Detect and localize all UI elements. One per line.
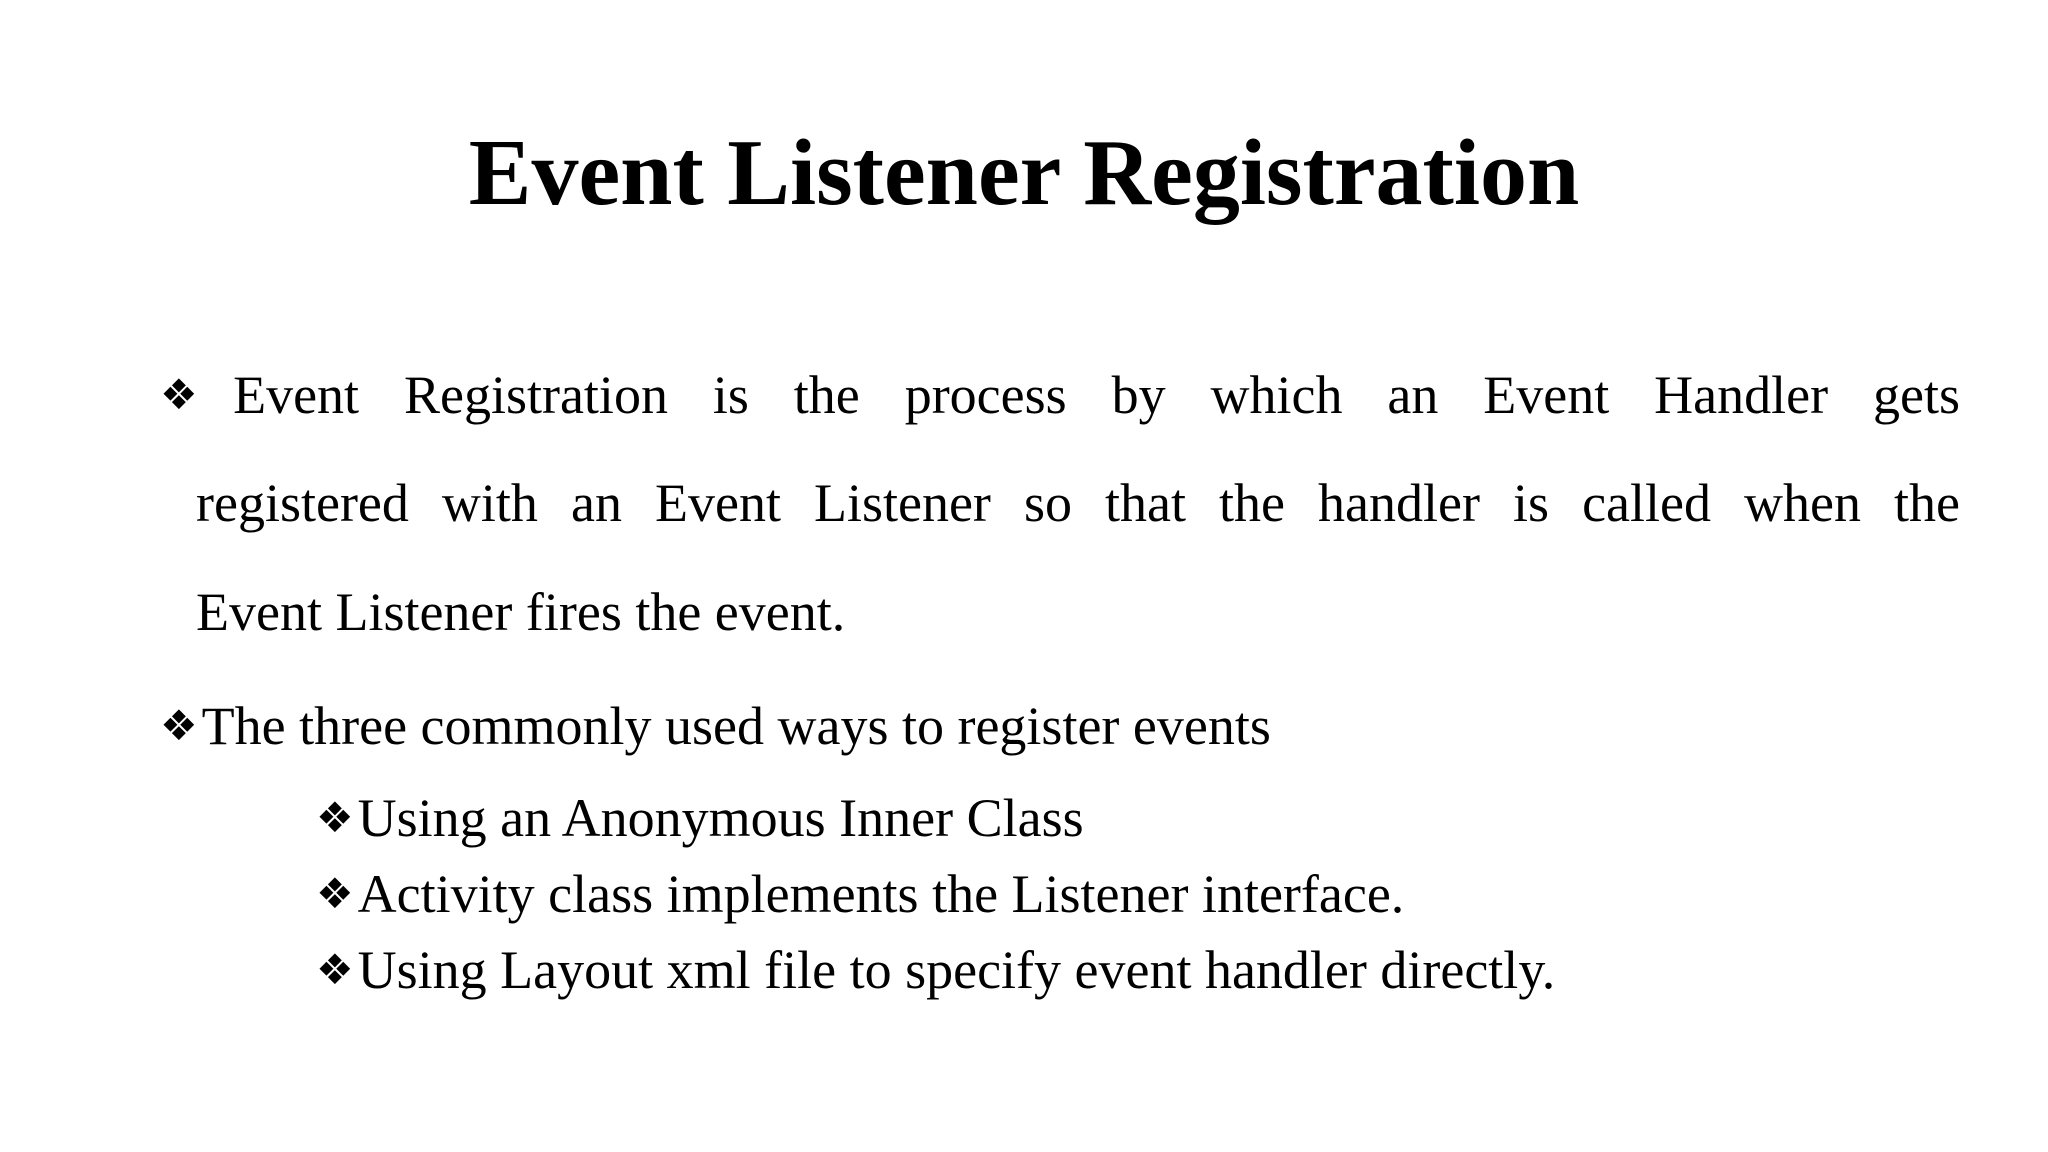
bullet-paragraph-ways [160, 690, 1960, 762]
paragraph-line-1 [160, 340, 1960, 449]
diamond-bullet-icon: ❖ [160, 370, 230, 419]
slide-title: Event Listener Registration [468, 121, 1580, 225]
paragraph-line-2: registered with an Event Listener so that the handler is called when the [196, 473, 1960, 533]
sub-bullet-list [316, 780, 1916, 1008]
diamond-bullet-icon: ❖ [316, 945, 354, 994]
paragraph-line-3: Event Listener fires the event. [196, 582, 846, 642]
ways-heading-text: The three commonly used ways to register events [201, 696, 1271, 756]
sub-list-item [316, 856, 1916, 932]
sub-list-item [316, 932, 1916, 1008]
paragraph-line-1-text: Event Registration is the process by which an Event Handler gets [233, 365, 1961, 425]
diamond-bullet-icon: ❖ [160, 701, 198, 750]
sub-list-item-text: Using an Anonymous Inner Class [357, 788, 1084, 848]
bullet-paragraph-event-registration [160, 340, 1960, 667]
diamond-bullet-icon: ❖ [316, 869, 354, 918]
sub-list-item-text: Activity class implements the Listener interface. [357, 864, 1405, 924]
sub-list-item [316, 780, 1916, 856]
sub-list-item-text: Using Layout xml file to specify event handler directly. [357, 940, 1556, 1000]
diamond-bullet-icon: ❖ [316, 793, 354, 842]
